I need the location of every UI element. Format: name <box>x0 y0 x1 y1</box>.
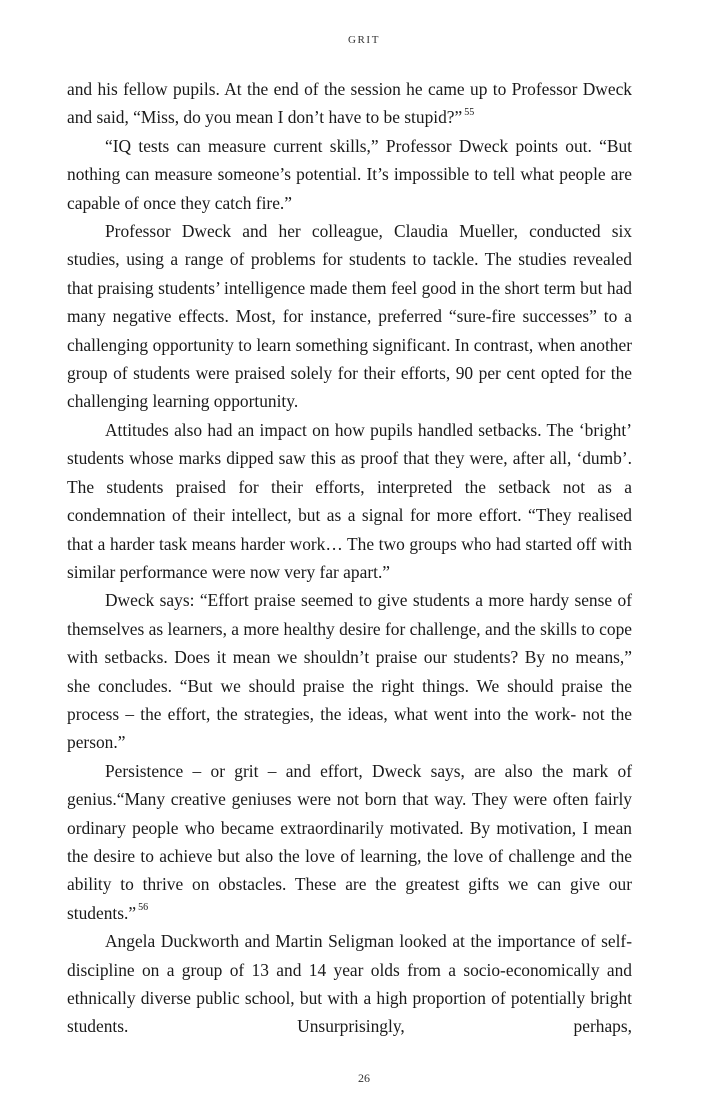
paragraph-text: “IQ tests can measure current skills,” Professor Dweck points out. “But nothing can measure someone’s potential. It’s impossible to tell what people are capable of once they catch fire.” <box>67 135 632 213</box>
footnote-reference: 55 <box>464 106 475 118</box>
paragraph-text: Dweck says: “Effort praise seemed to give students a more hardy sense of themselves as learners, a more healthy desire for challenge, and the skills to cope with setbacks. Does it mean we shouldn’t praise our students? By no means,” she concludes. “But we should praise the right things. We should praise the process – the effort, the strategies, the ideas, what went into the work- not the person.” <box>67 590 632 753</box>
paragraph <box>67 217 632 416</box>
paragraph <box>67 75 632 132</box>
running-head: GRIT <box>347 34 381 46</box>
paragraph <box>67 586 632 756</box>
paragraph <box>67 757 632 927</box>
paragraph <box>67 416 632 586</box>
paragraph-text: Angela Duckworth and Martin Seligman looked at the importance of self-discipline on a group of 13 and 14 year olds from a socio-economically and ethnically diverse public school, but with a high proportion of potentially bright students. Unsurprisingly, perhaps, <box>67 931 632 1037</box>
paragraph <box>67 132 632 217</box>
footnote-reference: 56 <box>138 901 149 913</box>
paragraph-text: and his fellow pupils. At the end of the session he came up to Professor Dweck and said, “Miss, do you mean I don’t have to be stupid?” <box>67 79 632 128</box>
paragraph-text: Persistence – or grit – and effort, Dweck says, are also the mark of genius.“Many creative geniuses were not born that way. They were often fairly ordinary people who became extraordinarily motivated. By motivation, I mean the desire to achieve but also the love of learning, the love of challenge and the ability to thrive on obstacles. These are the greatest gifts we can give our students.” <box>67 760 632 923</box>
body-text <box>67 75 632 1041</box>
paragraph-text: Professor Dweck and her colleague, Claudia Mueller, conducted six studies, using a range of problems for students to tackle. The studies revealed that praising students’ intelligence made them feel good in the short term but had many negative effects. Most, for instance, preferred “sure-fire successes” to a challenging opportunity to learn something significant. In contrast, when another group of students were praised solely for their efforts, 90 per cent opted for the challenging learning opportunity. <box>67 221 632 412</box>
paragraph-text: Attitudes also had an impact on how pupils handled setbacks. The ‘bright’ students whose marks dipped saw this as proof that they were, after all, ‘dumb’. The students praised for their efforts, interpreted the setback not as a condemnation of their intellect, but as a signal for more effort. “They realised that a harder task means harder work… The two groups who had started off with similar performance were now very far apart.” <box>67 419 632 582</box>
page-number: 26 <box>358 1071 370 1085</box>
paragraph <box>67 927 632 1041</box>
